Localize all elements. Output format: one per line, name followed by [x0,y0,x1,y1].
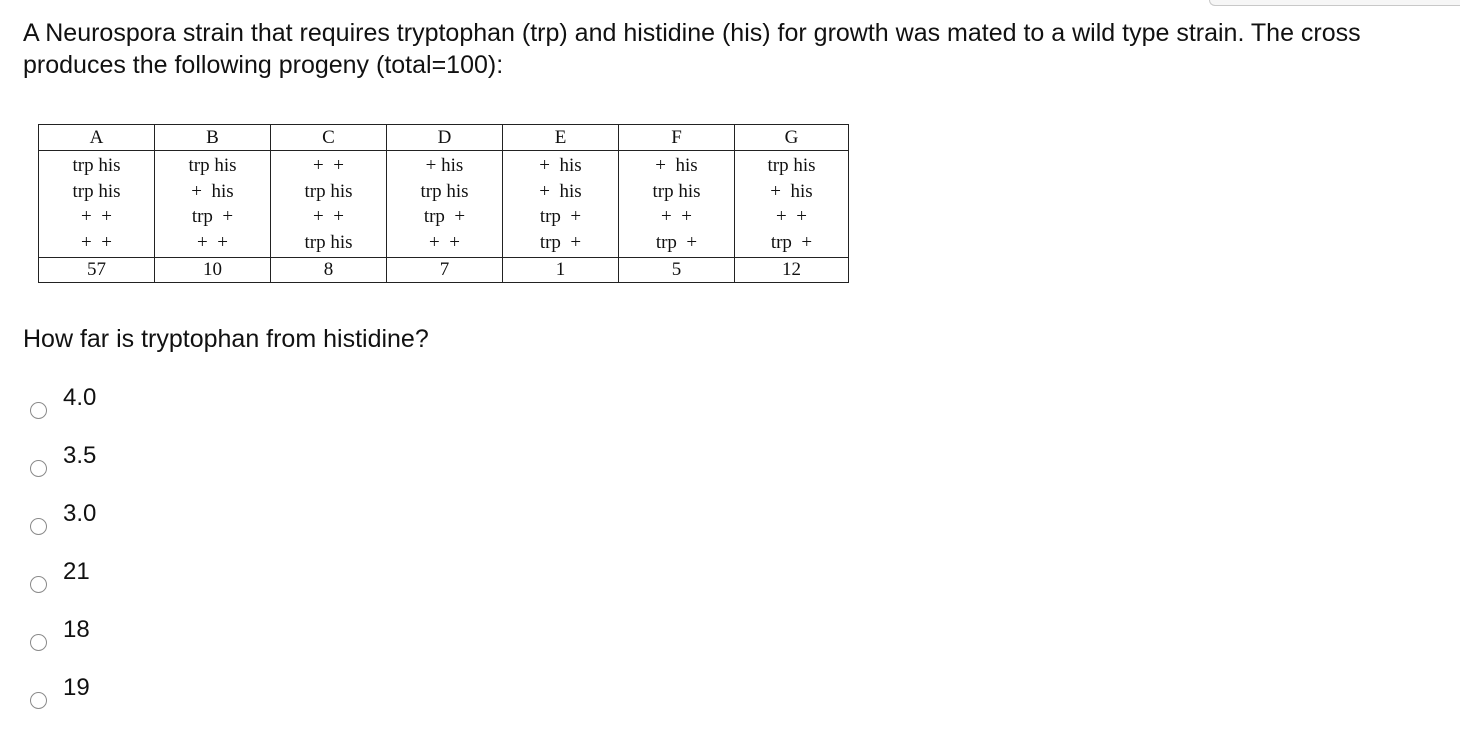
genotype-line: trp his [304,231,353,253]
genotype-line: trp + [770,231,813,253]
answer-option-label: 4.0 [63,384,97,411]
radio-button-icon[interactable] [30,518,47,535]
answer-option-label: 3.0 [63,500,97,527]
count-cell: 1 [503,258,619,283]
column-header: C [271,125,387,151]
column-header: F [619,125,735,151]
genotype-line: + his [539,155,582,176]
genotype-line: + his [770,180,813,202]
genotype-line: trp his [72,155,121,176]
table-genotype-row [39,151,849,258]
radio-button-icon[interactable] [30,402,47,419]
genotype-cell [39,151,155,258]
answer-option[interactable] [0,554,200,604]
answer-option-label: 19 [63,674,90,701]
progeny-table [38,124,849,283]
column-header: D [387,125,503,151]
genotype-cell [271,151,387,258]
count-cell: 12 [735,258,849,283]
genotype-cell [735,151,849,258]
genotype-line: trp his [652,180,701,202]
count-cell: 57 [39,258,155,283]
count-cell: 8 [271,258,387,283]
answer-option[interactable] [0,380,200,430]
radio-button-icon[interactable] [30,576,47,593]
table-header-row [39,125,849,151]
genotype-line: + + [81,231,112,253]
column-header: E [503,125,619,151]
genotype-line: trp his [304,180,353,202]
question-text: A Neurospora strain that requires tryptophan (trp) and histidine (his) for growth was mated to a wild type strain. The cross produces the following progeny (total=100): [23,19,1361,79]
genotype-line: + + [661,206,692,227]
genotype-line: + + [313,206,344,227]
genotype-line: + his [425,155,464,176]
genotype-line: + + [776,206,807,227]
window-top-edge [1209,0,1460,6]
answer-option[interactable] [0,612,200,662]
genotype-cell [155,151,271,258]
answer-option[interactable] [0,496,200,546]
genotype-cell [503,151,619,258]
genotype-cell [619,151,735,258]
genotype-line: trp his [420,180,469,202]
genotype-line: trp + [423,206,466,227]
column-header: B [155,125,271,151]
genotype-line: trp his [72,180,121,202]
genotype-line: + his [539,180,582,202]
answer-option-label: 21 [63,558,90,585]
genotype-line: + + [429,231,460,253]
genotype-line: + + [313,155,344,176]
answer-option[interactable] [0,670,200,720]
answer-option-label: 3.5 [63,442,97,469]
genotype-line: trp + [539,231,582,253]
table-count-row [39,258,849,283]
column-header: A [39,125,155,151]
genotype-line: trp his [188,155,237,176]
answer-option[interactable] [0,438,200,488]
count-cell: 5 [619,258,735,283]
genotype-line: trp his [767,155,816,176]
count-cell: 7 [387,258,503,283]
column-header: G [735,125,849,151]
count-cell: 10 [155,258,271,283]
radio-button-icon[interactable] [30,692,47,709]
genotype-line: trp + [191,206,234,227]
genotype-line: + his [191,180,234,202]
genotype-line: trp + [655,231,698,253]
answer-option-label: 18 [63,616,90,643]
genotype-cell [387,151,503,258]
radio-button-icon[interactable] [30,460,47,477]
genotype-line: + + [81,206,112,227]
genotype-line: trp + [539,206,582,227]
genotype-line: + + [197,231,228,253]
radio-button-icon[interactable] [30,634,47,651]
genotype-line: + his [655,155,698,176]
question-prompt: How far is tryptophan from histidine? [23,325,429,353]
